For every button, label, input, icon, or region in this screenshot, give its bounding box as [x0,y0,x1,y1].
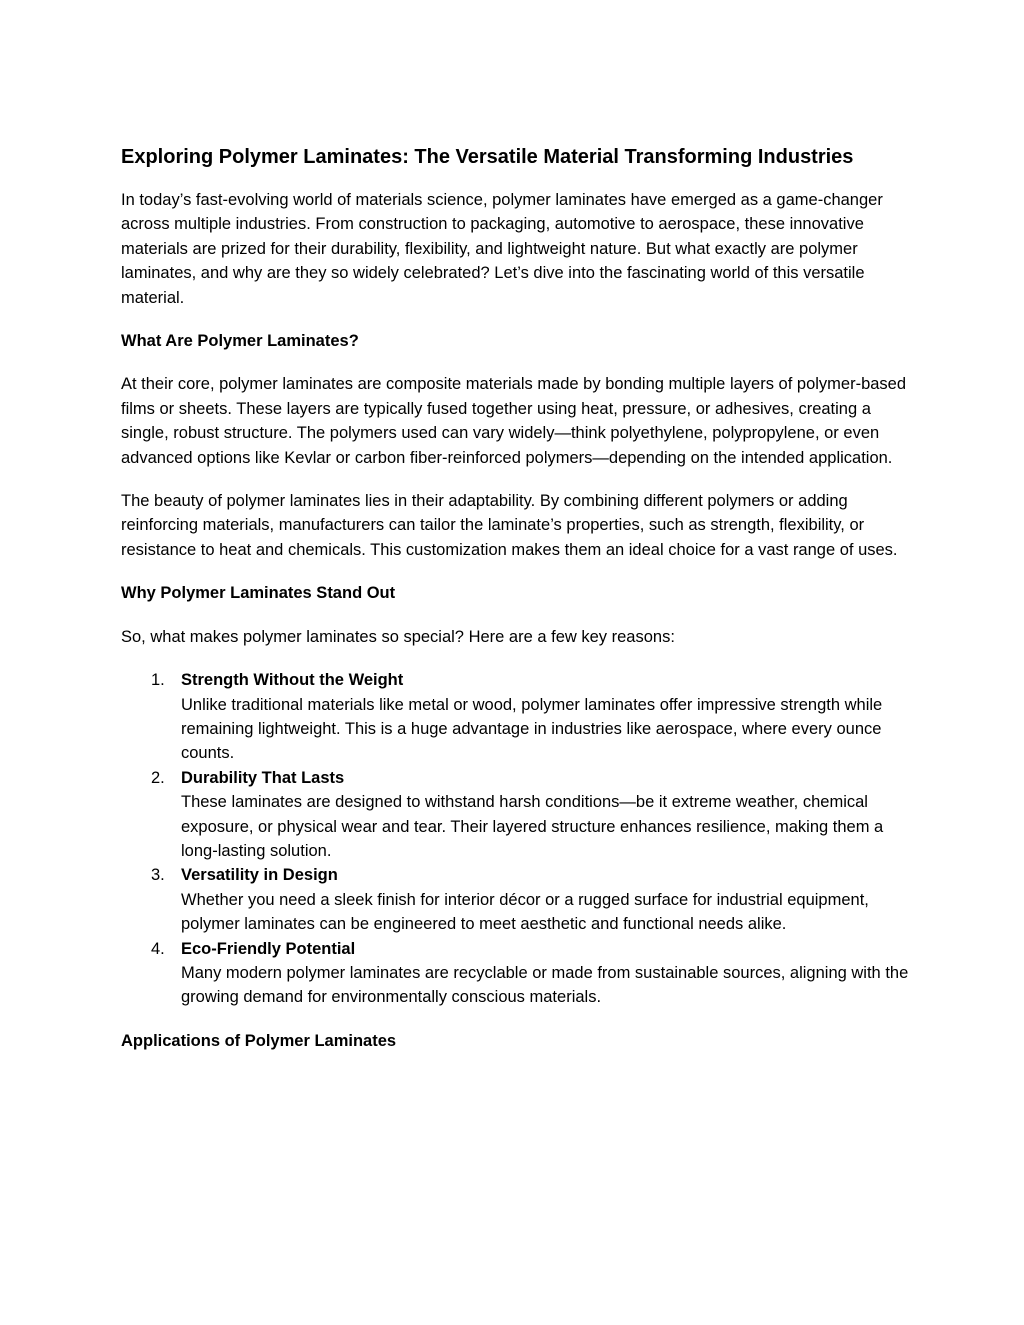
paragraph-reasons-lead: So, what makes polymer laminates so special? Here are a few key reasons: [121,627,675,646]
list-item [121,937,911,1010]
paragraph-adaptability: The beauty of polymer laminates lies in their adaptability. By combining different polymers or adding reinforcing materials, manufacturers can tailor the laminate’s properties, such as strength, flexibility, or resistance to heat and chemicals. This customization makes them an ideal choice for a vast range of uses. [121,492,898,559]
document-title: Exploring Polymer Laminates: The Versatile Material Transforming Industries [121,146,854,168]
list-item-description: These laminates are designed to withstand harsh conditions—be it extreme weather, chemical exposure, or physical wear and tear. Their layered structure enhances resilience, making them a long-lasting solution. [181,793,884,860]
reasons-list [121,668,911,1010]
list-item [121,863,911,936]
list-item-description: Whether you need a sleek finish for interior décor or a rugged surface for industrial equipment, polymer laminates can be engineered to meet aesthetic and functional needs alike. [181,890,869,934]
section-heading-what-are: What Are Polymer Laminates? [121,332,359,351]
list-item-title: Strength Without the Weight [181,671,404,690]
paragraph-definition: At their core, polymer laminates are composite materials made by bonding multiple layers of polymer-based films or sheets. These layers are typically fused together using heat, pressure, or adhesives, creating a single, robust structure. The polymers used can vary widely—think polyethylene, polypropylene, or even advanced options like Kevlar or carbon fiber-reinforced polymers—depending on the intended application. [121,375,907,467]
section-heading-stand-out: Why Polymer Laminates Stand Out [121,584,396,603]
list-item-number: 3. [151,866,165,885]
list-item-title: Durability That Lasts [181,768,345,787]
list-item-number: 2. [151,768,165,787]
list-item-description: Unlike traditional materials like metal or wood, polymer laminates offer impressive strength while remaining lightweight. This is a huge advantage in industries like aerospace, where every ounce counts. [181,695,883,763]
list-item [121,668,911,766]
document-page [121,143,911,1072]
section-heading-applications: Applications of Polymer Laminates [121,1031,397,1050]
list-item-description: Many modern polymer laminates are recyclable or made from sustainable sources, aligning with the growing demand for environmentally conscious materials. [181,963,909,1007]
list-item-number: 1. [151,671,165,690]
intro-paragraph: In today’s fast-evolving world of materials science, polymer laminates have emerged as a game-changer across multiple industries. From construction to packaging, automotive to aerospace, these innovative materials are prized for their durability, flexibility, and lightweight nature. But what exactly are polymer laminates, and why are they so widely celebrated? Let’s dive into the fascinating world of this versatile material. [121,191,883,307]
list-item-title: Versatility in Design [181,866,338,885]
list-item-title: Eco-Friendly Potential [181,939,356,958]
list-item [121,766,911,864]
list-item-number: 4. [151,939,165,958]
